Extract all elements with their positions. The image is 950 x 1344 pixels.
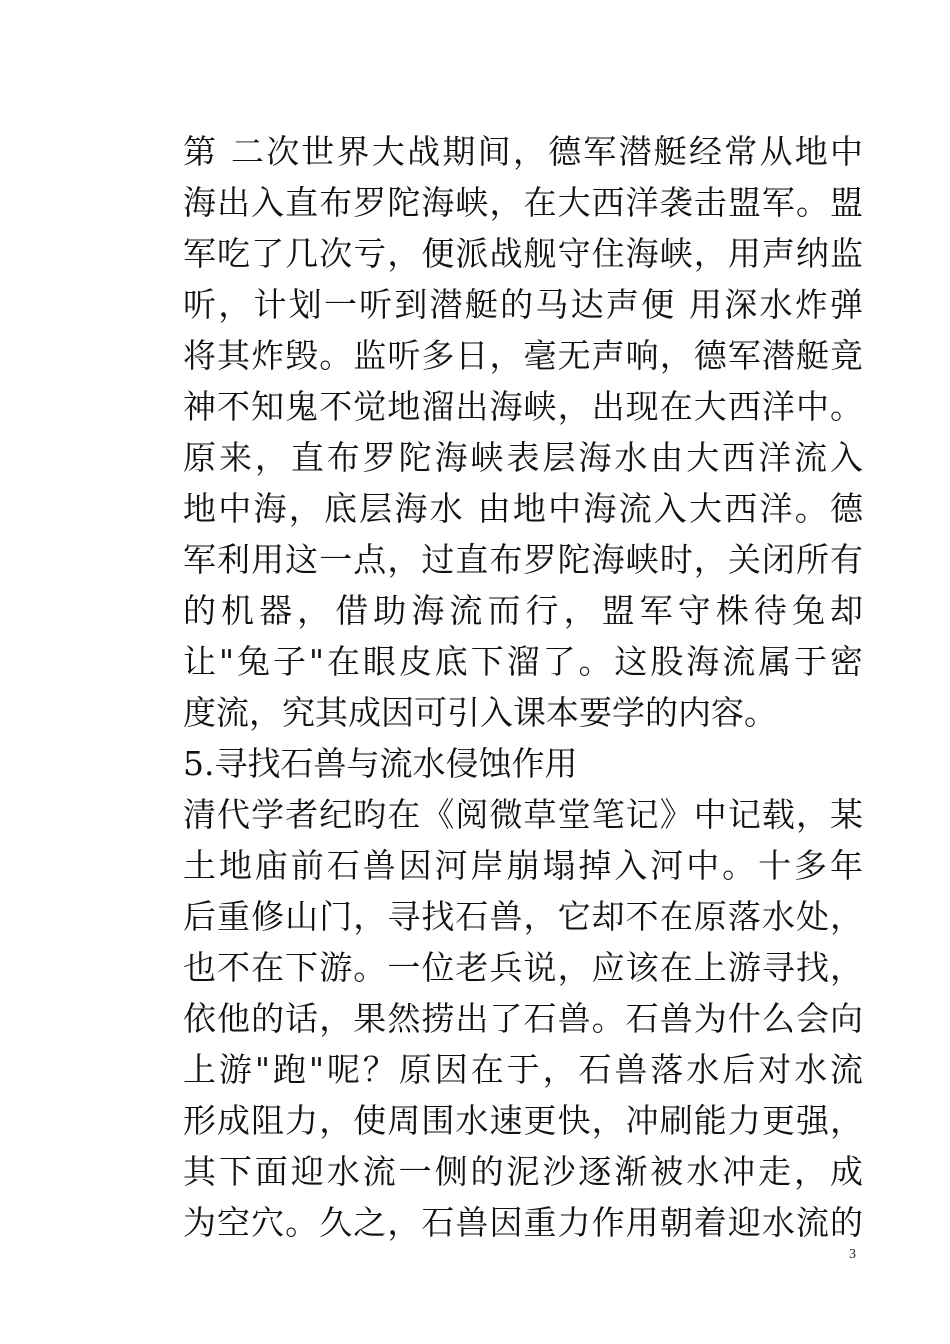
text-line: 第 二次世界大战期间，德军潜艇经常从地中 [183,132,863,171]
body-text [183,126,863,1248]
text-line: 神不知鬼不觉地溜出海峡，出现在大西洋中。 [183,387,863,426]
text-line: 地中海，底层海水 由地中海流入大西洋。德 [183,489,863,528]
text-line: 军利用这一点，过直布罗陀海峡时，关闭所有 [183,540,863,579]
text-line: 上游"跑"呢？原因在于，石兽落水后对水流 [183,1050,863,1089]
text-line: 海出入直布罗陀海峡，在大西洋袭击盟军。盟 [183,183,863,222]
text-line: 度流，究其成因可引入课本要学的内容。 [183,693,777,732]
text-line: 清代学者纪昀在《阅微草堂笔记》中记载，某 [183,795,863,834]
text-line: 形成阻力，使周围水速更快，冲刷能力更强， [183,1101,863,1140]
text-line: 也不在下游。一位老兵说，应该在上游寻找， [183,948,863,987]
text-line: 让"兔子"在眼皮底下溜了。这股海流属于密 [183,642,863,681]
text-line: 后重修山门，寻找石兽，它却不在原落水处， [183,897,863,936]
text-line: 的机器，借助海流而行，盟军守株待兔却 [183,591,863,630]
text-line: 听，计划一听到潜艇的马达声便 用深水炸弹 [183,285,863,324]
text-line: 其下面迎水流一侧的泥沙逐渐被水冲走，成 [183,1152,863,1191]
text-line: 原来，直布罗陀海峡表层海水由大西洋流入 [183,438,863,477]
text-line: 为空穴。久之，石兽因重力作用朝着迎水流的 [183,1203,863,1242]
section-heading: 5.寻找石兽与流水侵蚀作用 [183,744,578,783]
text-line: 依他的话，果然捞出了石兽。石兽为什么会向 [183,999,863,1038]
page-number: 3 [849,1247,856,1262]
text-line: 土地庙前石兽因河岸崩塌掉入河中。十多年 [183,846,863,885]
text-line: 将其炸毁。监听多日，毫无声响，德军潜艇竟 [183,336,863,375]
text-line: 军吃了几次亏，便派战舰守住海峡，用声纳监 [183,234,863,273]
